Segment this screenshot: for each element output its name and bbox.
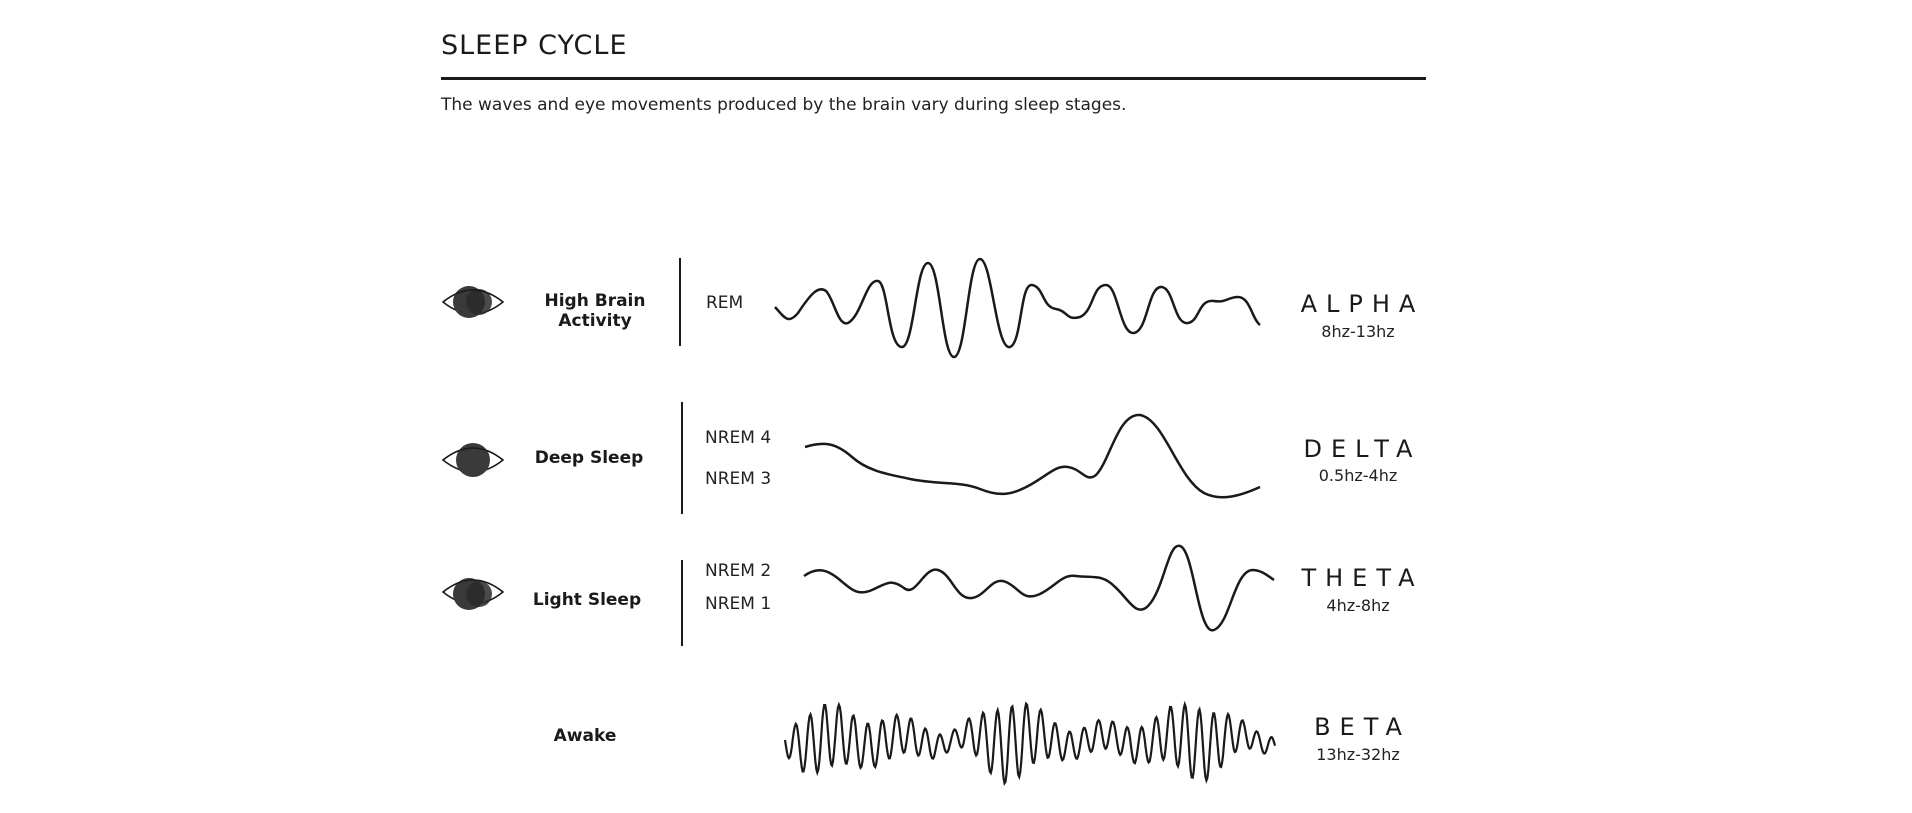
wave-frequency: 0.5hz-4hz	[1318, 466, 1398, 485]
stage-divider	[681, 560, 683, 646]
alpha-wave	[770, 255, 1280, 365]
open-eye-icon	[441, 438, 505, 482]
stage-label: NREM 3	[705, 469, 772, 489]
wave-name: THETA	[1301, 564, 1424, 592]
stage-divider	[681, 402, 683, 514]
title-divider	[441, 77, 1426, 80]
activity-label: Awake	[553, 726, 617, 746]
wave-name: BETA	[1314, 713, 1411, 741]
stage-label: NREM 2	[705, 561, 772, 581]
delta-wave	[800, 405, 1270, 505]
stage-label: NREM 4	[705, 428, 772, 448]
stage-label: NREM 1	[705, 594, 772, 614]
wave-frequency: 8hz-13hz	[1321, 322, 1395, 341]
wave-name: ALPHA	[1300, 290, 1425, 318]
beta-wave	[780, 690, 1290, 790]
page-subtitle: The waves and eye movements produced by the brain vary during sleep stages.	[441, 95, 1127, 115]
wave-frequency: 4hz-8hz	[1326, 596, 1390, 615]
theta-wave	[800, 540, 1280, 640]
stage-label: REM	[706, 293, 744, 313]
activity-label: High Brain Activity	[544, 291, 646, 331]
page-title: SLEEP CYCLE	[441, 30, 628, 61]
open-eye-icon	[441, 280, 505, 324]
stage-divider	[679, 258, 681, 346]
activity-label: Deep Sleep	[534, 448, 644, 468]
wave-name: DELTA	[1303, 435, 1422, 463]
half-closed-eye-icon	[441, 570, 505, 614]
wave-frequency: 13hz-32hz	[1316, 745, 1400, 764]
activity-label: Light Sleep	[532, 590, 642, 610]
